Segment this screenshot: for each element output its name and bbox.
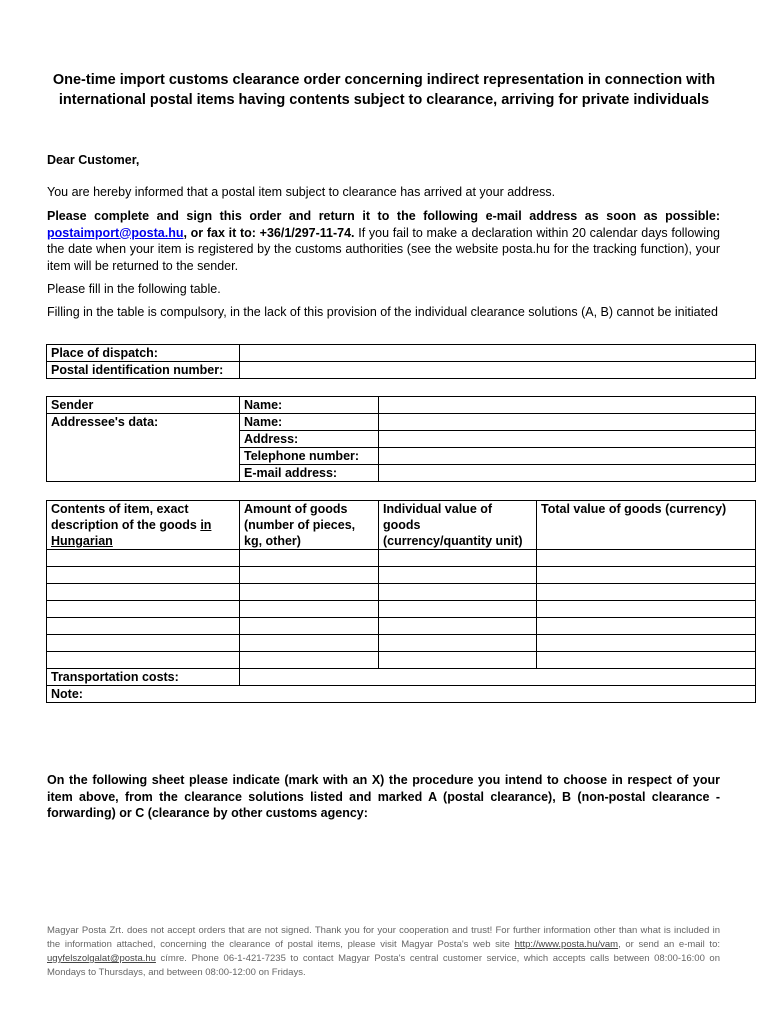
col-total-value-header: Total value of goods (currency) xyxy=(537,501,756,550)
addressee-spacer xyxy=(47,448,240,465)
table-row xyxy=(47,345,756,362)
col-contents-header-underlined: in Hungarian xyxy=(51,518,212,548)
sender-name-field[interactable] xyxy=(379,397,756,414)
instruction-paragraph xyxy=(47,208,720,274)
intro-text: You are hereby informed that a postal item subject to clearance has arrived at your address. xyxy=(47,185,556,199)
table-header-row xyxy=(47,501,756,550)
dispatch-table xyxy=(46,344,756,379)
goods-cell[interactable] xyxy=(240,618,379,635)
postal-id-label: Postal identification number: xyxy=(47,362,240,379)
goods-cell[interactable] xyxy=(47,584,240,601)
table-row xyxy=(47,584,756,601)
footer-text: Magyar Posta Zrt. does not accept orders that are not signed. Thank you for your cooperation and trust! For further information other than what is included in the information attached, concerning the clearance of postal items, please visit Magyar Posta's web site xyxy=(47,925,720,950)
goods-cell[interactable] xyxy=(47,601,240,618)
table-row xyxy=(47,550,756,567)
table-row xyxy=(47,431,756,448)
addressee-name-label: Name: xyxy=(240,414,379,431)
goods-cell[interactable] xyxy=(47,652,240,669)
addressee-spacer xyxy=(47,465,240,482)
transportation-costs-label: Transportation costs: xyxy=(47,669,240,686)
goods-cell[interactable] xyxy=(537,584,756,601)
telephone-field[interactable] xyxy=(379,448,756,465)
email-link[interactable]: postaimport@posta.hu xyxy=(47,225,184,240)
footer-text: címre. Phone 06-1-421-7235 to contact Magyar Posta's central customer service, which accepts calls between 08:00-16:00 on Mondays to Thursdays, and between 08:00-12:00 on Fridays. xyxy=(47,953,720,978)
closing-instruction: On the following sheet please indicate (mark with an X) the procedure you intend to choose in respect of your item above, from the clearance solutions listed and marked A (postal clearance), B (non-postal clearance - forwarding) or C (clearance by other customs agency: xyxy=(47,773,720,820)
email-address-label: E-mail address: xyxy=(240,465,379,482)
table-row xyxy=(47,618,756,635)
instruction-bold-text: Please complete and sign this order and return it to the following e-mail address as soon as possible: xyxy=(47,209,720,223)
goods-cell[interactable] xyxy=(379,652,537,669)
table-row xyxy=(47,414,756,431)
goods-cell[interactable] xyxy=(240,567,379,584)
table-row xyxy=(47,669,756,686)
col-individual-value-header: Individual value of goods (currency/quantity unit) xyxy=(379,501,537,550)
table-row xyxy=(47,397,756,414)
addressee-spacer xyxy=(47,431,240,448)
goods-cell[interactable] xyxy=(240,550,379,567)
place-of-dispatch-label: Place of dispatch: xyxy=(47,345,240,362)
footer-note xyxy=(47,924,720,980)
fill-in-text: Please fill in the following table. xyxy=(47,282,221,296)
compulsory-text: Filling in the table is compulsory, in the lack of this provision of the individual clearance solutions (A, B) cannot be initiated xyxy=(47,305,718,319)
goods-cell[interactable] xyxy=(379,584,537,601)
footer-text: , or send an e-mail to: xyxy=(618,939,720,950)
addressee-label: Addressee's data: xyxy=(47,414,240,431)
table-row xyxy=(47,567,756,584)
goods-table xyxy=(46,500,756,703)
postal-id-field[interactable] xyxy=(240,362,756,379)
goods-cell[interactable] xyxy=(47,618,240,635)
goods-cell[interactable] xyxy=(537,567,756,584)
table-row xyxy=(47,601,756,618)
instruction-rest-text: If you fail to make a declaration within 20 calendar days following the date when your item is registered by the customs authorities (see the website posta.hu for the tracking function), your item will be returned to the sender. xyxy=(47,225,721,273)
table-row xyxy=(47,362,756,379)
document-title: One-time import customs clearance order concerning indirect representation in connection with international postal items having contents subject to clearance, arriving for private individuals xyxy=(52,72,716,108)
col-amount-header: Amount of goods (number of pieces, kg, other) xyxy=(240,501,379,550)
fax-text: , or fax it to: +36/1/297-11-74. xyxy=(183,225,355,240)
col-contents-header xyxy=(47,501,240,550)
email-address-field[interactable] xyxy=(379,465,756,482)
addressee-name-field[interactable] xyxy=(379,414,756,431)
goods-cell[interactable] xyxy=(537,601,756,618)
goods-cell[interactable] xyxy=(240,635,379,652)
table-row xyxy=(47,686,756,703)
parties-table xyxy=(46,396,756,482)
address-label: Address: xyxy=(240,431,379,448)
goods-cell[interactable] xyxy=(47,550,240,567)
goods-cell[interactable] xyxy=(379,601,537,618)
table-row xyxy=(47,448,756,465)
web-link[interactable]: http://www.posta.hu/vam xyxy=(514,939,619,950)
goods-cell[interactable] xyxy=(537,635,756,652)
col-contents-header-text: Contents of item, exact description of the goods xyxy=(51,502,201,532)
transportation-costs-field[interactable] xyxy=(240,669,756,686)
goods-cell[interactable] xyxy=(379,635,537,652)
address-field[interactable] xyxy=(379,431,756,448)
goods-cell[interactable] xyxy=(537,550,756,567)
sender-label: Sender xyxy=(47,397,240,414)
goods-cell[interactable] xyxy=(379,550,537,567)
goods-cell[interactable] xyxy=(537,618,756,635)
table-row xyxy=(47,635,756,652)
table-row xyxy=(47,652,756,669)
sender-name-label: Name: xyxy=(240,397,379,414)
goods-cell[interactable] xyxy=(47,567,240,584)
goods-cell[interactable] xyxy=(240,601,379,618)
goods-cell[interactable] xyxy=(379,618,537,635)
support-email-link[interactable]: ugyfelszolgalat@posta.hu xyxy=(47,953,156,964)
greeting: Dear Customer, xyxy=(47,153,140,167)
goods-cell[interactable] xyxy=(47,635,240,652)
goods-cell[interactable] xyxy=(240,584,379,601)
goods-cell[interactable] xyxy=(379,567,537,584)
place-of-dispatch-field[interactable] xyxy=(240,345,756,362)
goods-cell[interactable] xyxy=(537,652,756,669)
table-row xyxy=(47,465,756,482)
goods-cell[interactable] xyxy=(240,652,379,669)
telephone-label: Telephone number: xyxy=(240,448,379,465)
note-field[interactable]: Note: xyxy=(47,686,756,703)
